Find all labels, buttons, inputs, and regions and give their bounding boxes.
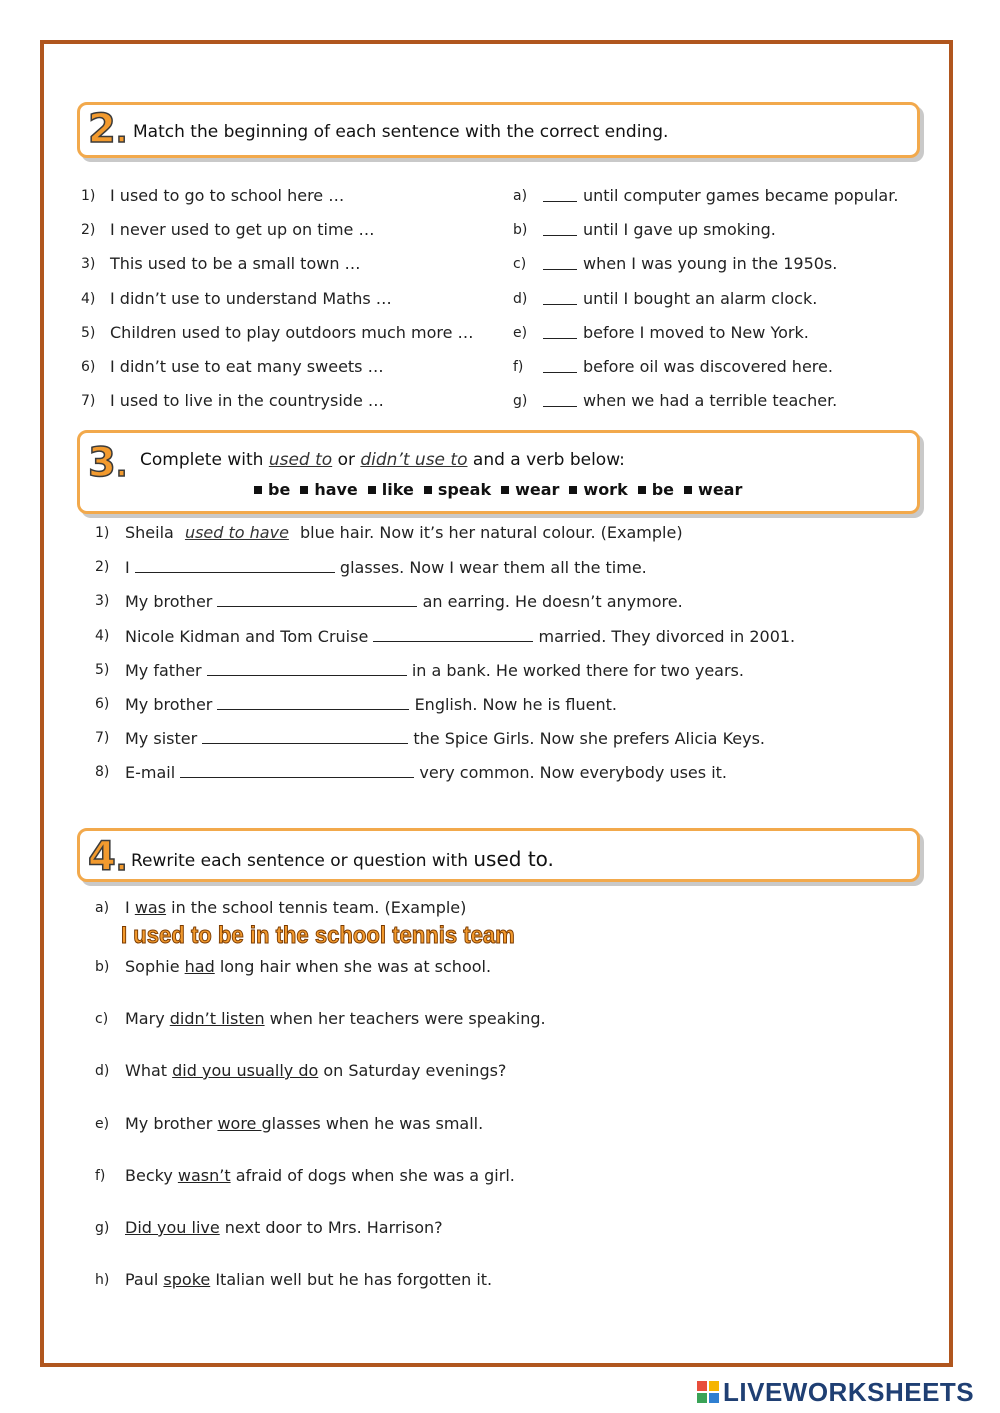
sentence-start: My sister — [125, 729, 198, 749]
item-number: 1) — [81, 188, 96, 204]
answer-blank[interactable] — [543, 338, 577, 339]
item-letter: d) — [95, 1063, 110, 1079]
rewrite-sentence: Did you live next door to Mrs. Harrison? — [125, 1218, 443, 1237]
answer-blank[interactable] — [543, 235, 577, 236]
item-letter: a) — [513, 188, 528, 204]
sentence-beginning: I used to live in the countryside … — [110, 391, 384, 411]
item-number: 7) — [95, 730, 110, 747]
answer-field[interactable] — [120, 1190, 900, 1214]
sentence-end: the Spice Girls. Now she prefers Alicia Keys. — [413, 729, 765, 749]
item-letter: c) — [95, 1011, 109, 1027]
answer-blank[interactable] — [373, 626, 533, 642]
item-letter: e) — [513, 324, 528, 341]
bullet-square-icon — [300, 486, 308, 494]
answer-blank[interactable] — [202, 728, 408, 744]
item-number: 5) — [95, 661, 110, 678]
term-used-to: used to — [268, 450, 333, 470]
fill-sentence — [125, 694, 617, 715]
item-letter: h) — [95, 1272, 110, 1288]
sentence-start: I — [125, 558, 130, 578]
section-2-header — [77, 102, 920, 158]
verb-option: like — [381, 480, 414, 499]
answer-field[interactable] — [120, 1294, 900, 1318]
rewrite-sentence: Sophie had long hair when she was at school. — [125, 957, 492, 976]
sentence-start: My brother — [125, 695, 213, 714]
answer-blank[interactable] — [543, 406, 577, 407]
item-number: 4) — [95, 627, 110, 644]
underlined-phrase: wore — [217, 1114, 262, 1133]
section-4-header — [77, 828, 920, 882]
underlined-phrase: Did you live — [125, 1218, 220, 1237]
item-number: 3) — [95, 593, 110, 610]
item-number: 7) — [81, 393, 96, 410]
fill-sentence — [125, 626, 795, 647]
bullet-square-icon — [638, 486, 646, 494]
underlined-phrase: didn’t listen — [169, 1009, 265, 1028]
item-number: 3) — [81, 256, 96, 273]
item-letter: c) — [513, 256, 527, 273]
underlined-phrase: did you usually do — [172, 1061, 319, 1080]
rewrite-sentence: Becky wasn’t afraid of dogs when she was a girl. — [125, 1166, 515, 1185]
verb-option: be — [651, 480, 675, 499]
bullet-square-icon — [254, 486, 262, 494]
answer-blank[interactable] — [543, 269, 577, 270]
underlined-phrase: spoke — [163, 1270, 211, 1289]
section-number: 2. — [88, 106, 128, 152]
bullet-square-icon — [424, 486, 432, 494]
answer-blank[interactable] — [135, 557, 335, 573]
item-letter: g) — [513, 393, 528, 410]
item-number: 6) — [95, 696, 110, 712]
answer-blank[interactable] — [180, 762, 414, 778]
item-letter: a) — [95, 900, 110, 916]
fill-sentence — [125, 660, 744, 681]
bullet-square-icon — [569, 486, 577, 494]
rewrite-sentence: My brother wore glasses when he was small. — [125, 1114, 484, 1133]
section-number: 4. — [88, 834, 128, 880]
fill-sentence — [125, 591, 683, 612]
sentence-ending: until I bought an alarm clock. — [583, 288, 818, 308]
answer-blank[interactable] — [217, 591, 417, 607]
example-answer: I used to be in the school tennis team — [121, 922, 515, 949]
sentence-beginning: I didn’t use to eat many sweets … — [110, 357, 384, 376]
keyword: used to. — [473, 847, 554, 871]
liveworksheets-logo: LIVEWORKSHEETS — [697, 1379, 974, 1405]
sentence-ending: before oil was discovered here. — [583, 357, 833, 376]
sentence-ending: before I moved to New York. — [583, 322, 809, 342]
underlined-phrase: wasn’t — [177, 1166, 231, 1185]
verb-option: be — [268, 480, 291, 499]
sentence-end: glasses. Now I wear them all the time. — [339, 558, 647, 578]
sentence-start: Sheila — [125, 523, 174, 542]
underlined-phrase: was — [134, 898, 167, 917]
item-letter: b) — [95, 959, 110, 975]
answer-field[interactable] — [120, 1033, 900, 1057]
item-letter: f) — [513, 359, 524, 375]
item-number: 2) — [81, 222, 96, 239]
item-number: 5) — [81, 324, 96, 341]
sentence-beginning: Children used to play outdoors much more … — [110, 322, 474, 342]
verb-option: work — [583, 480, 628, 499]
section-instruction: Rewrite each sentence or question with used to. — [131, 847, 554, 871]
verb-option: wear — [698, 480, 743, 499]
answer-blank[interactable] — [207, 660, 407, 676]
sentence-ending: until I gave up smoking. — [583, 220, 776, 240]
logo-mark-icon — [697, 1381, 719, 1403]
answer-blank[interactable] — [217, 694, 409, 710]
item-number: 1) — [95, 525, 110, 541]
bullet-square-icon — [501, 486, 509, 494]
fill-sentence — [125, 557, 647, 578]
term-didnt-use-to: didn’t use to — [360, 450, 468, 470]
bullet-square-icon — [684, 486, 692, 494]
sentence-end: English. Now he is fluent. — [414, 695, 617, 714]
verb-option: speak — [437, 480, 492, 499]
example-answer: used to have — [184, 523, 289, 542]
sentence-ending: until computer games became popular. — [583, 186, 899, 205]
fill-sentence — [125, 762, 727, 783]
answer-blank[interactable] — [543, 201, 577, 202]
sentence-start: My father — [125, 660, 202, 680]
sentence-end: married. They divorced in 2001. — [538, 626, 796, 646]
section-instruction: Match the beginning of each sentence with the correct ending. — [133, 122, 669, 142]
sentence-end: in a bank. He worked there for two years. — [411, 660, 744, 680]
section-instruction: Complete with used to or didn’t use to and a verb below: — [140, 450, 625, 470]
item-number: 6) — [81, 359, 96, 375]
item-number: 2) — [95, 559, 110, 576]
fill-sentence — [125, 523, 683, 543]
item-letter: d) — [513, 290, 528, 307]
sentence-beginning: I didn’t use to understand Maths … — [110, 288, 392, 308]
section-number: 3. — [88, 440, 128, 486]
sentence-beginning: I never used to get up on time … — [110, 220, 375, 240]
item-number: 8) — [95, 764, 110, 781]
answer-blank[interactable] — [543, 372, 577, 373]
sentence-ending: when we had a terrible teacher. — [583, 391, 838, 411]
answer-field[interactable] — [120, 1138, 900, 1162]
underlined-phrase: had — [184, 957, 215, 976]
answer-field[interactable] — [120, 1242, 900, 1266]
item-number: 4) — [81, 290, 96, 307]
sentence-ending: when I was young in the 1950s. — [583, 254, 838, 274]
bullet-square-icon — [368, 486, 376, 494]
verb-option: have — [314, 480, 358, 499]
answer-field[interactable] — [120, 981, 900, 1005]
sentence-end: very common. Now everybody uses it. — [419, 763, 727, 783]
item-letter: f) — [95, 1168, 106, 1184]
rewrite-sentence: Paul spoke Italian well but he has forgotten it. — [125, 1270, 493, 1289]
sentence-start: Nicole Kidman and Tom Cruise — [125, 626, 369, 646]
verb-option: wear — [515, 480, 560, 499]
sentence-start: My brother — [125, 592, 213, 612]
sentence-start: E-mail — [125, 763, 176, 783]
rewrite-sentence: Mary didn’t listen when her teachers were speaking. — [125, 1009, 546, 1028]
sentence-beginning: This used to be a small town … — [110, 254, 361, 274]
item-letter: e) — [95, 1116, 110, 1132]
answer-field[interactable] — [120, 1085, 900, 1109]
rewrite-sentence: I was in the school tennis team. (Example) — [125, 898, 467, 917]
section-3-header — [77, 430, 920, 514]
sentence-end: an earring. He doesn’t anymore. — [422, 592, 683, 612]
rewrite-sentence: What did you usually do on Saturday evenings? — [125, 1061, 507, 1080]
answer-blank[interactable] — [543, 304, 577, 305]
sentence-beginning: I used to go to school here … — [110, 186, 345, 205]
verb-bank — [254, 480, 742, 499]
sentence-end: blue hair. Now it’s her natural colour. (Example) — [300, 523, 683, 542]
item-letter: b) — [513, 222, 528, 239]
fill-sentence — [125, 728, 765, 749]
item-letter: g) — [95, 1220, 110, 1236]
